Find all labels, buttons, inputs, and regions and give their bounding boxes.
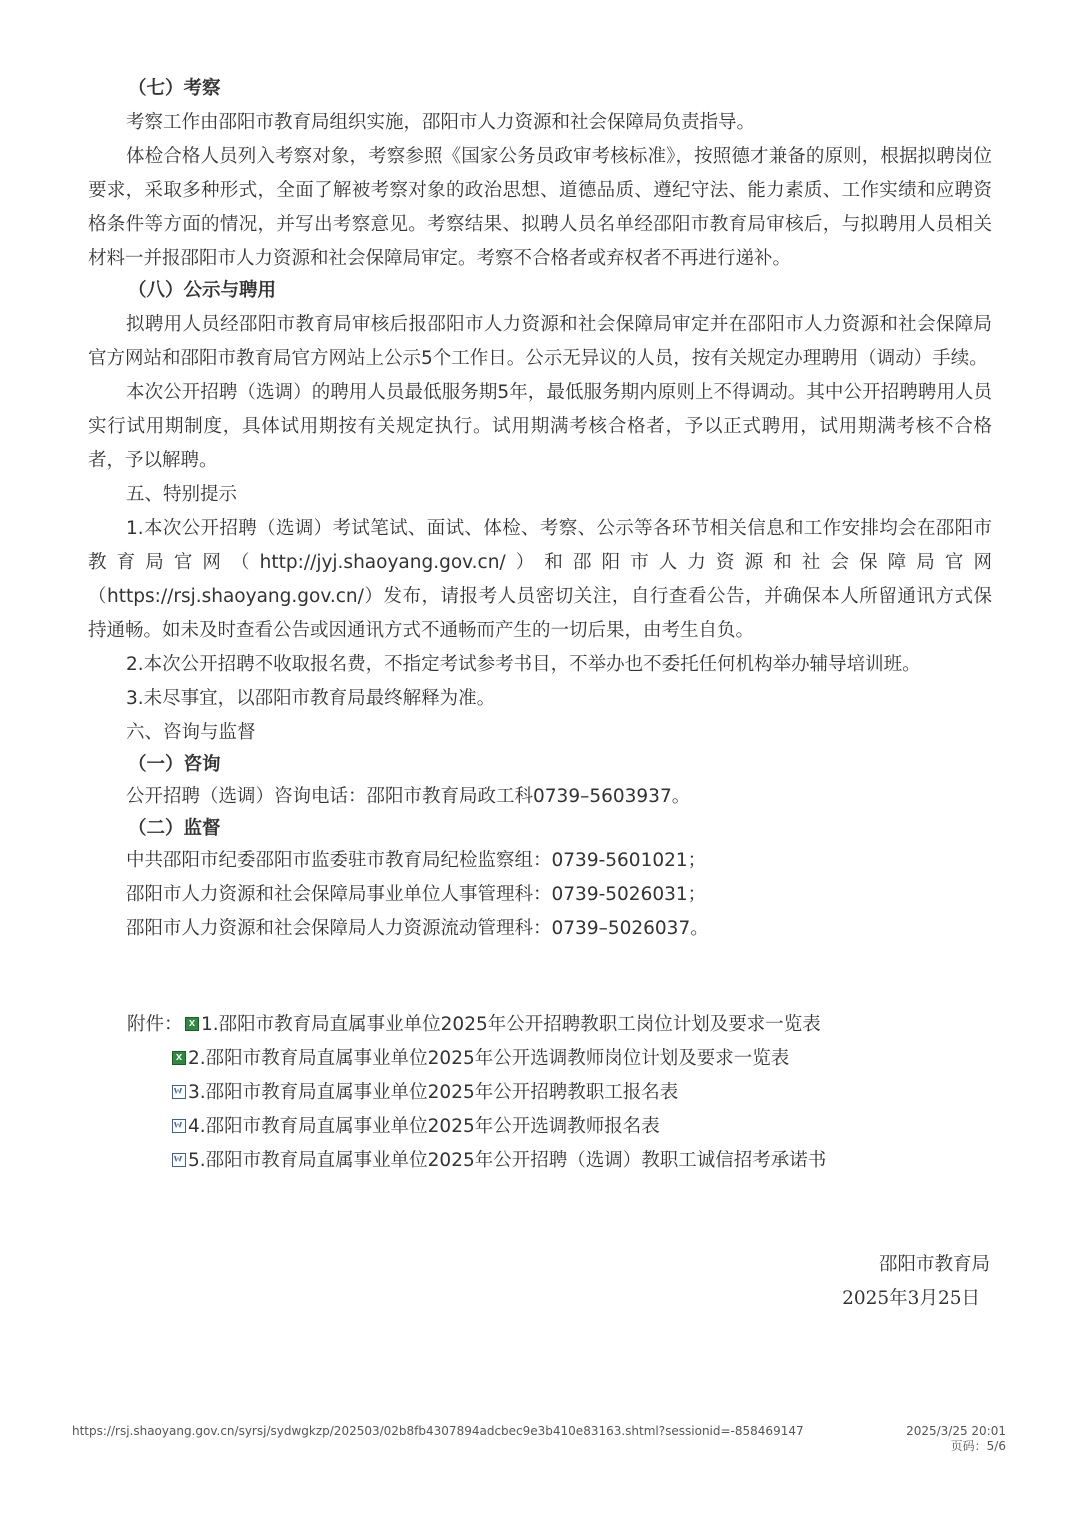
word-file-icon xyxy=(172,1119,186,1133)
footer-page-number: 页码：5/6 xyxy=(950,1439,1006,1453)
footer-datetime: 2025/3/25 20:01 xyxy=(906,1424,1006,1438)
excel-file-icon xyxy=(172,1051,186,1065)
notice-item: 2.本次公开招聘不收取报名费，不指定考试参考书目，不举办也不委托任何机构举办辅导培训班。 xyxy=(126,654,921,675)
supervise-heading: （二）监督 xyxy=(128,818,221,839)
notice-item: 1.本次公开招聘（选调）考试笔试、面试、体检、考察、公示等各环节相关信息和工作安排均会在邵阳市教育局官网（http://jyj.shaoyang.gov.cn/）和邵阳市人力资源和社会保障局官网（https://rsj.shaoyang.gov.cn/）发布，请报考人员密切关注，自行查看公告，并确保本人所留通讯方式保持通畅。如未及时查看公告或因通讯方式不通畅而产生的一切后果，由考生自负。 xyxy=(88,518,992,641)
consult-phone: 公开招聘（选调）咨询电话：邵阳市教育局政工科0739–5603937。 xyxy=(126,786,691,807)
attachment-link[interactable]: 3.邵阳市教育局直属事业单位2025年公开招聘教职工报名表 xyxy=(188,1082,679,1103)
section-heading-special-notice: 五、特别提示 xyxy=(126,484,238,505)
signature-date: 2025年3月25日 xyxy=(842,1288,980,1309)
section-heading-inspection: （七）考察 xyxy=(128,78,221,99)
supervise-line: 邵阳市人力资源和社会保障局人力资源流动管理科：0739–5026037。 xyxy=(126,918,709,939)
signature-block xyxy=(842,1248,990,1316)
paragraph: 考察工作由邵阳市教育局组织实施，邵阳市人力资源和社会保障局负责指导。 xyxy=(126,112,756,133)
attachment-link[interactable]: 1.邵阳市教育局直属事业单位2025年公开招聘教职工岗位计划及要求一览表 xyxy=(201,1014,821,1035)
attachments-list xyxy=(127,1008,826,1178)
attachment-link[interactable]: 4.邵阳市教育局直属事业单位2025年公开选调教师报名表 xyxy=(188,1116,660,1137)
attachments-label: 附件： xyxy=(127,1014,183,1035)
attachment-item[interactable] xyxy=(127,1144,826,1178)
supervise-line: 中共邵阳市纪委邵阳市监委驻市教育局纪检监察组：0739-5601021； xyxy=(126,850,707,871)
section-heading-consult-supervise: 六、咨询与监督 xyxy=(126,722,256,743)
attachment-link[interactable]: 2.邵阳市教育局直属事业单位2025年公开选调教师岗位计划及要求一览表 xyxy=(188,1048,790,1069)
attachment-item[interactable] xyxy=(127,1110,826,1144)
word-file-icon xyxy=(172,1153,186,1167)
footer-meta xyxy=(906,1424,1006,1454)
footer-url: https://rsj.shaoyang.gov.cn/syrsj/sydwgkzp/202503/02b8fb4307894adcbec9e3b410e83163.shtml?sessionid=-858469147 xyxy=(72,1424,804,1438)
signature-org: 邵阳市教育局 xyxy=(878,1254,990,1275)
paragraph: 拟聘用人员经邵阳市教育局审核后报邵阳市人力资源和社会保障局审定并在邵阳市人力资源和社会保障局官方网站和邵阳市教育局官方网站上公示5个工作日。公示无异议的人员，按有关规定办理聘用（调动）手续。 xyxy=(88,314,992,369)
consult-heading: （一）咨询 xyxy=(128,754,221,775)
attachment-link[interactable]: 5.邵阳市教育局直属事业单位2025年公开招聘（选调）教职工诚信招考承诺书 xyxy=(188,1150,827,1171)
excel-file-icon xyxy=(185,1017,199,1031)
paragraph: 体检合格人员列入考察对象，考察参照《国家公务员政审考核标准》，按照德才兼备的原则，根据拟聘岗位要求，采取多种形式，全面了解被考察对象的政治思想、道德品质、遵纪守法、能力素质、工作实绩和应聘资格条件等方面的情况，并写出考察意见。考察结果、拟聘人员名单经邵阳市教育局审核后，与拟聘用人员相关材料一并报邵阳市人力资源和社会保障局审定。考察不合格者或弃权者不再进行递补。 xyxy=(88,146,992,269)
word-file-icon xyxy=(172,1085,186,1099)
section-heading-publicity: （八）公示与聘用 xyxy=(128,280,277,301)
attachment-item[interactable] xyxy=(127,1076,826,1110)
attachment-item[interactable] xyxy=(127,1008,826,1042)
supervise-line: 邵阳市人力资源和社会保障局事业单位人事管理科：0739-5026031； xyxy=(126,884,707,905)
attachment-item[interactable] xyxy=(127,1042,826,1076)
notice-item: 3.未尽事宜，以邵阳市教育局最终解释为准。 xyxy=(126,688,496,709)
document-body xyxy=(88,74,992,946)
paragraph: 本次公开招聘（选调）的聘用人员最低服务期5年，最低服务期内原则上不得调动。其中公开招聘聘用人员实行试用期制度，具体试用期按有关规定执行。试用期满考核合格者，予以正式聘用，试用期满考核不合格者，予以解聘。 xyxy=(88,382,992,471)
